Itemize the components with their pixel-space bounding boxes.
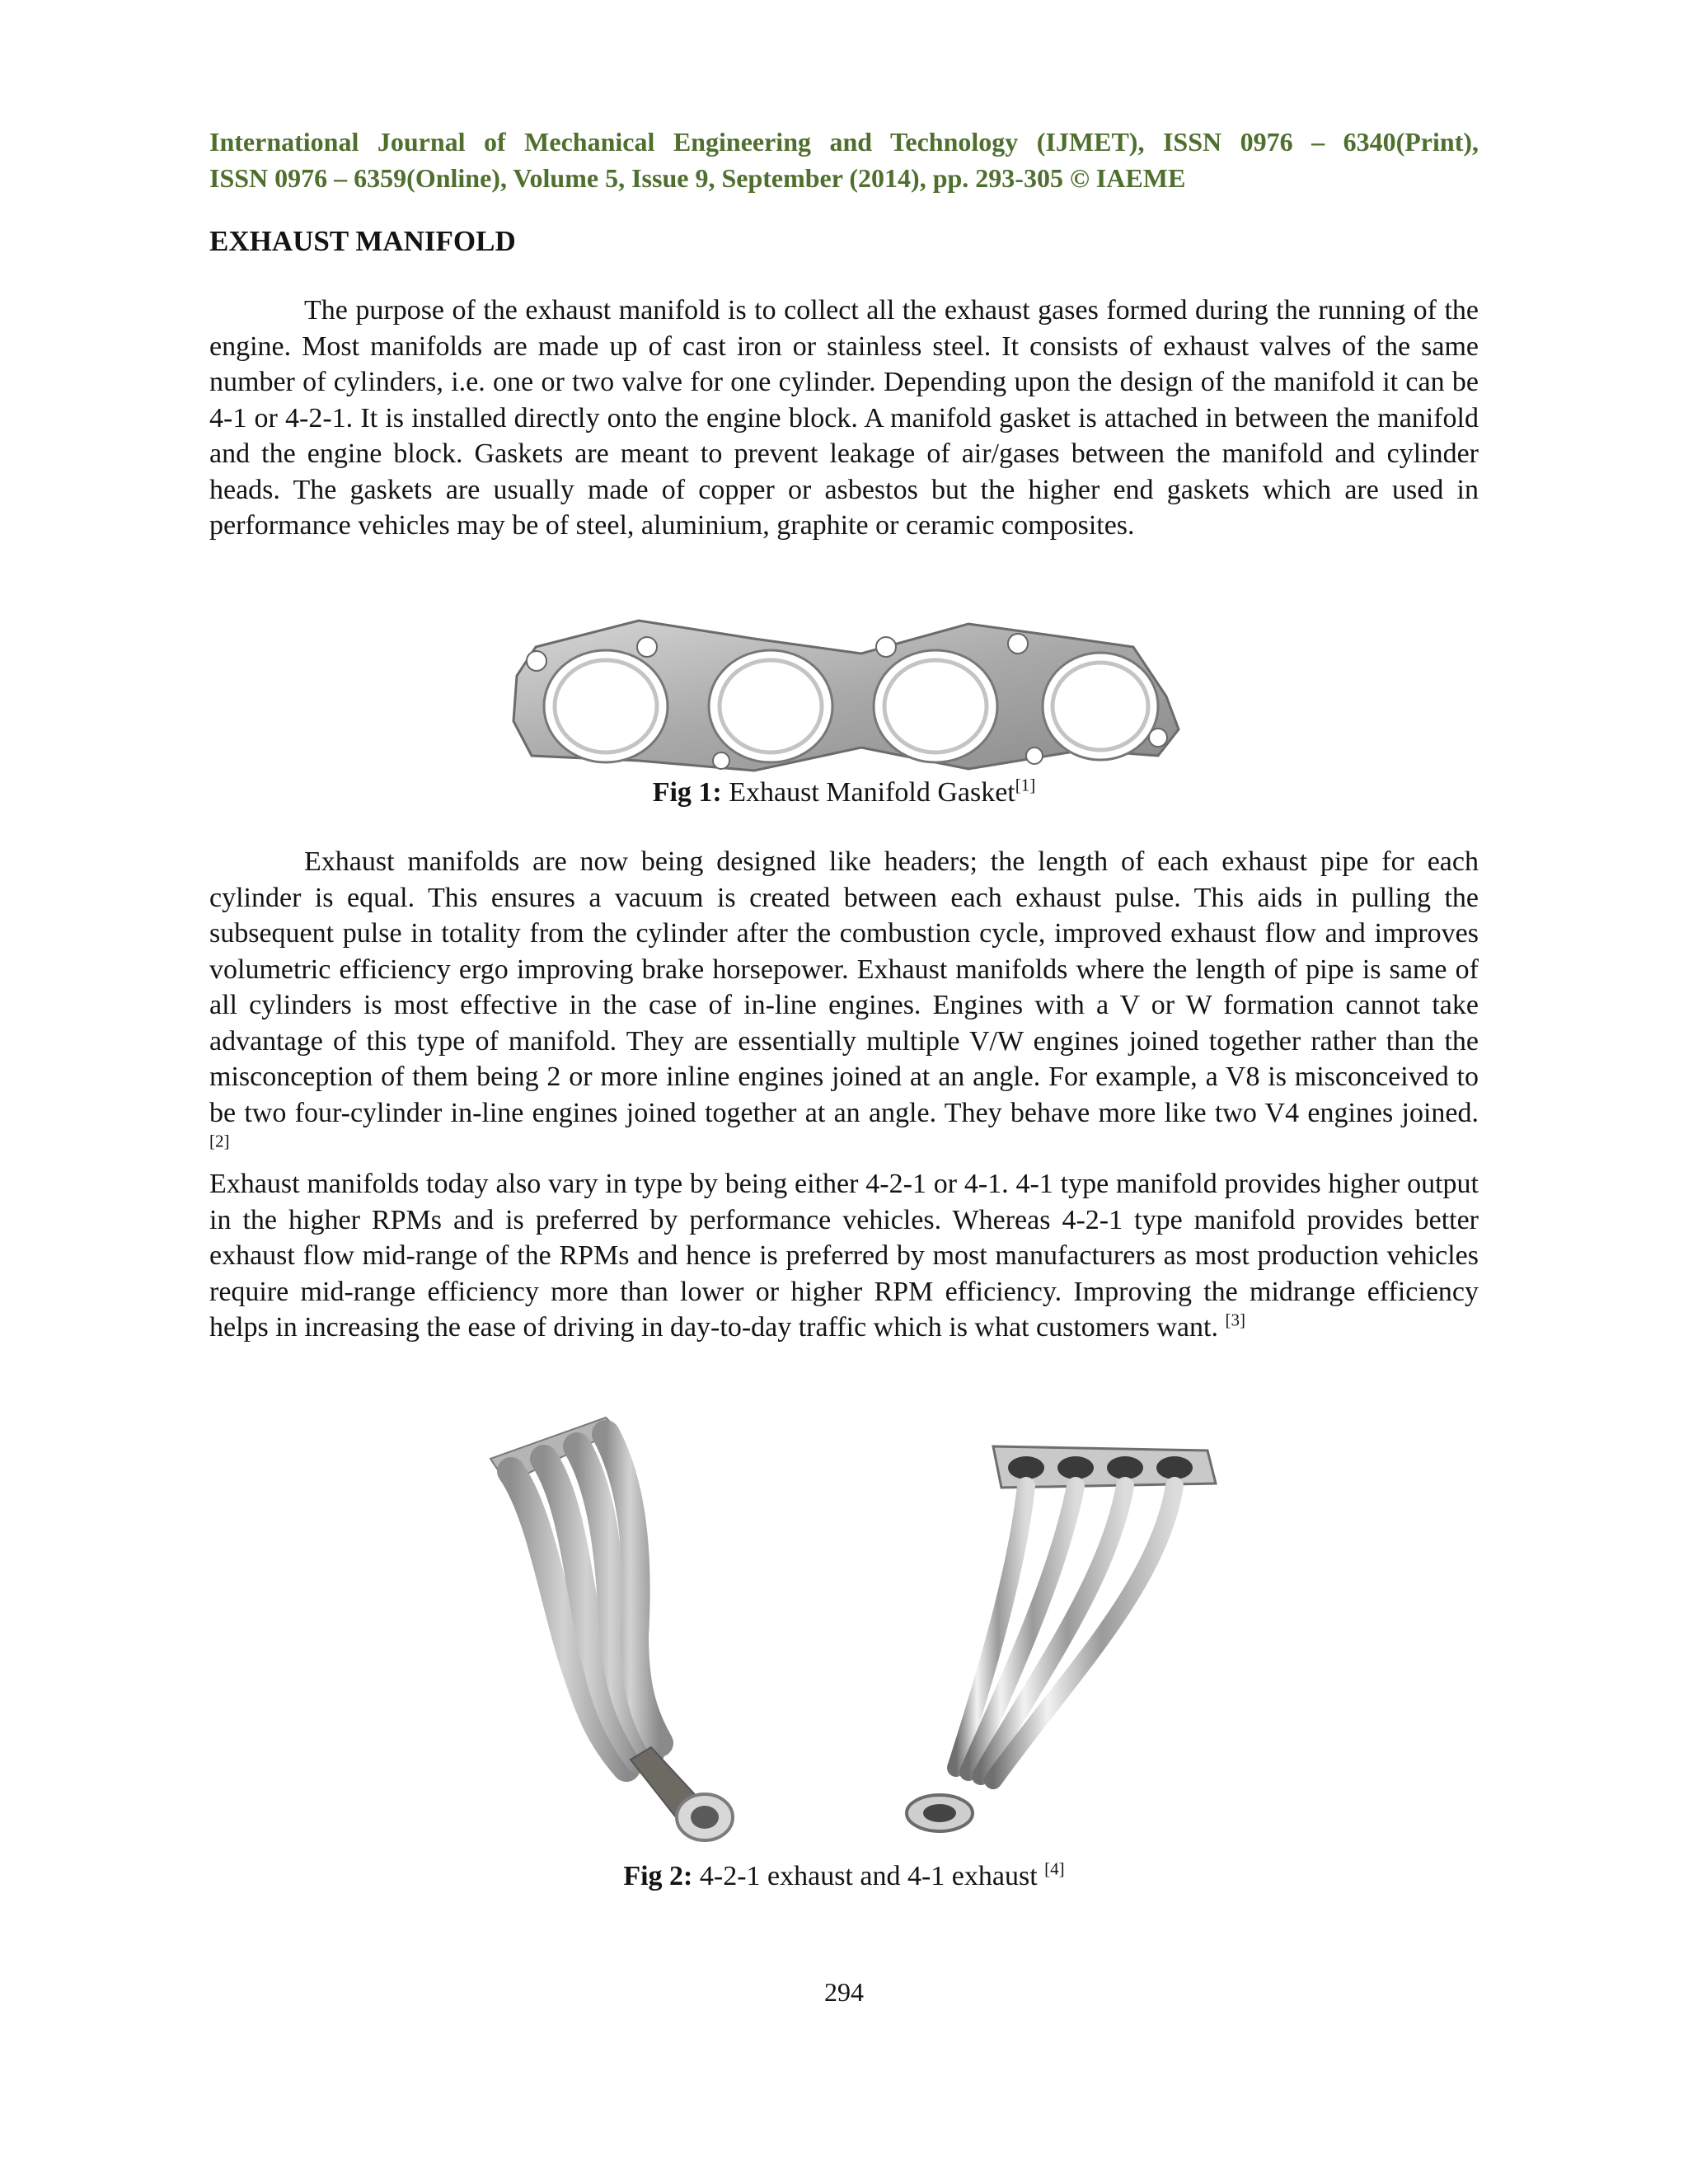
page-number: 294 [824,1977,864,2007]
journal-header-line1: International Journal of Mechanical Engineering and Technology (IJMET), ISSN 0976 – 6340(Print), [209,127,1479,157]
figure-2-label: Fig 2: [623,1861,693,1891]
exhaust-header-4-1-image [894,1438,1249,1850]
paragraph-headers-text: Exhaust manifolds are now being designed like headers; the length of each exhaust pipe for each cylinder is equal. This ensures a vacuum is created between each exhaust pulse. This aids in pulling the subsequent pulse in totality from the cylinder after the combustion cycle, improved exhaust flow and improves volumetric efficiency ergo improving brake horsepower. Exhaust manifolds where the length of pipe is same of all cylinders is most effective in the case of in-line engines. Engines with a V or W formation cannot take advantage of this type of manifold. They are essentially multiple V/W engines joined together rather than the misconception of them being 2 or more inline engines joined at an angle. For example, a V8 is misconceived to be two four-cylinder in-line engines joined together at an angle. They behave more like two V4 engines joined. [209,846,1479,1128]
paragraph-manifold-types-text: Exhaust manifolds today also vary in type by being either 4-2-1 or 4-1. 4-1 type manifold provides higher output in the higher RPMs and is preferred by performance vehicles. Whereas 4-2-1 type manifold provides better exhaust flow mid-range of the RPMs and hence is preferred by most manufacturers as most production vehicles require mid-range efficiency more than lower or higher RPM efficiency. Improving the midrange efficiency helps in increasing the ease of driving in day-to-day traffic which is what customers want. [209,1169,1479,1343]
section-title: EXHAUST MANIFOLD [209,225,516,257]
paragraph-headers-reference: [2] [209,1131,230,1151]
paragraph-manifold-types-reference: [3] [1225,1310,1245,1330]
exhaust-header-4-2-1-image [474,1413,903,1850]
figure-1-text: Exhaust Manifold Gasket [721,777,1015,808]
journal-header-line2: ISSN 0976 – 6359(Online), Volume 5, Issue 9, September (2014), pp. 293-305 © IAEME [209,163,1186,193]
journal-header [209,124,1479,196]
figure-1-reference: [1] [1015,775,1036,795]
exhaust-manifold-gasket-image [507,614,1183,779]
figure-2-reference: [4] [1044,1858,1065,1879]
paragraph-headers [209,844,1479,1167]
paragraph-manifold-types [209,1166,1479,1346]
figure-1-caption [209,775,1479,811]
figure-2-caption [209,1858,1479,1895]
paragraph-purpose: The purpose of the exhaust manifold is to collect all the exhaust gases formed during the running of the engine. Most manifolds are made up of cast iron or stainless steel. It consists of exhaust valves of the same number of cylinders, i.e. one or two valve for one cylinder. Depending upon the design of the manifold it can be 4-1 or 4-2-1. It is installed directly onto the engine block. A manifold gasket is attached in between the manifold and the engine block. Gaskets are meant to prevent leakage of air/gases between the manifold and cylinder heads. The gaskets are usually made of copper or asbestos but the higher end gaskets which are used in performance vehicles may be of steel, aluminium, graphite or ceramic composites. [209,295,1479,541]
figure-1-label: Fig 1: [652,777,722,808]
figure-2-text: 4-2-1 exhaust and 4-1 exhaust [692,1861,1045,1891]
